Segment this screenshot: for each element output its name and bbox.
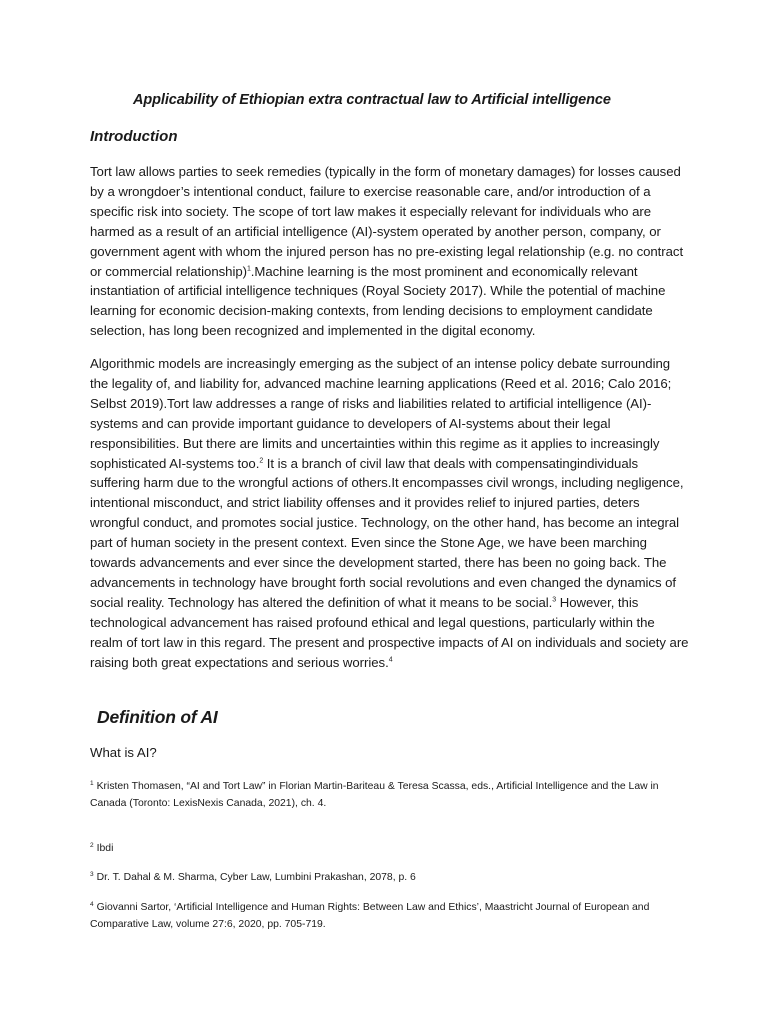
footnote-ref-4[interactable]: 4	[388, 656, 393, 664]
footnote-text: Giovanni Sartor, ‘Artificial Intelligence and Human Rights: Between Law and Ethics’, Maastricht Journal of European and Comparative Law, volume 27:6, 2020, pp. 705-719.	[90, 902, 650, 931]
introduction-paragraph-1	[90, 162, 690, 341]
footnote-text: Ibdi	[96, 843, 114, 854]
footnote-ref-3[interactable]: 3	[552, 596, 557, 604]
introduction-paragraph-2	[90, 354, 690, 673]
what-is-ai-subheading: What is AI?	[90, 745, 157, 760]
footnote-2	[90, 840, 680, 857]
paragraph-text: It is a branch of civil law that deals with compensatingindividuals suffering harm due to the wrongful actions of others.It encompasses civil wrongs, including negligence, intentional misconduct, and strict liability offenses and it provides relief to injured parties, deters wrongful conduct, and promotes social justice. Technology, on the other hand, has become an integral part of human society in the present context. Even since the Stone Age, we have been marching towards advancements and ever since the development started, there has been no going back. The advancements in technology have brought forth social revolutions and even changed the dynamics of social reality. Technology has altered the definition of what it means to be social.	[90, 455, 684, 610]
footnote-number: 3	[90, 870, 94, 878]
footnote-text: Dr. T. Dahal & M. Sharma, Cyber Law, Lumbini Prakashan, 2078, p. 6	[96, 872, 416, 883]
introduction-heading: Introduction	[90, 128, 178, 145]
paragraph-text: Tort law allows parties to seek remedies (typically in the form of monetary damages) for losses caused by a wrongdoer’s intentional conduct, failure to exercise reasonable care, and/or introduction of a specific risk into society. The scope of tort law makes it especially relevant for individuals who are harmed as a result of an artificial intelligence (AI)-system operated by another person, company, or government agent with whom the injured person has no pre-existing legal relationship (e.g. no contract or commercial relationship)	[90, 164, 684, 279]
footnote-ref-2[interactable]: 2	[259, 457, 264, 465]
footnote-number: 2	[90, 841, 94, 849]
paragraph-text: However, this technological advancement has raised profound ethical and legal questions, particularly within the realm of tort law in this regard. The present and prospective impacts of AI on individuals and society are raising both great expectations and serious worries.	[90, 594, 689, 670]
footnote-ref-1[interactable]: 1	[246, 265, 251, 273]
footnote-text: Kristen Thomasen, “AI and Tort Law” in Florian Martin-Bariteau & Teresa Scassa, eds., Artificial Intelligence and the Law in Canada (Toronto: LexisNexis Canada, 2021), ch. 4.	[90, 781, 659, 810]
footnote-3	[90, 869, 680, 886]
document-title: Applicability of Ethiopian extra contractual law to Artificial intelligence	[133, 92, 611, 108]
footnote-4	[90, 899, 680, 934]
paragraph-text: Algorithmic models are increasingly emerging as the subject of an intense policy debate surrounding the legality of, and liability for, advanced machine learning applications (Reed et al. 2016; Calo 2016; Selbst 2019).Tort law addresses a range of risks and liabilities related to artificial intelligence (AI)-systems and can provide important guidance to developers of AI-systems about their legal responsibilities. But there are limits and uncertainties within this regime as it applies to increasingly sophisticated AI-systems too.	[90, 356, 672, 471]
footnote-number: 1	[90, 779, 94, 787]
definition-heading: Definition of AI	[97, 707, 218, 727]
paragraph-text: .Machine learning is the most prominent and economically relevant instantiation of artificial intelligence techniques (Royal Society 2017). While the potential of machine learning for economic decision-making contexts, from lending decisions to employment candidate selection, has long been recognized and implemented in the digital economy.	[90, 263, 666, 339]
footnote-number: 4	[90, 900, 94, 908]
footnote-1	[90, 778, 680, 813]
